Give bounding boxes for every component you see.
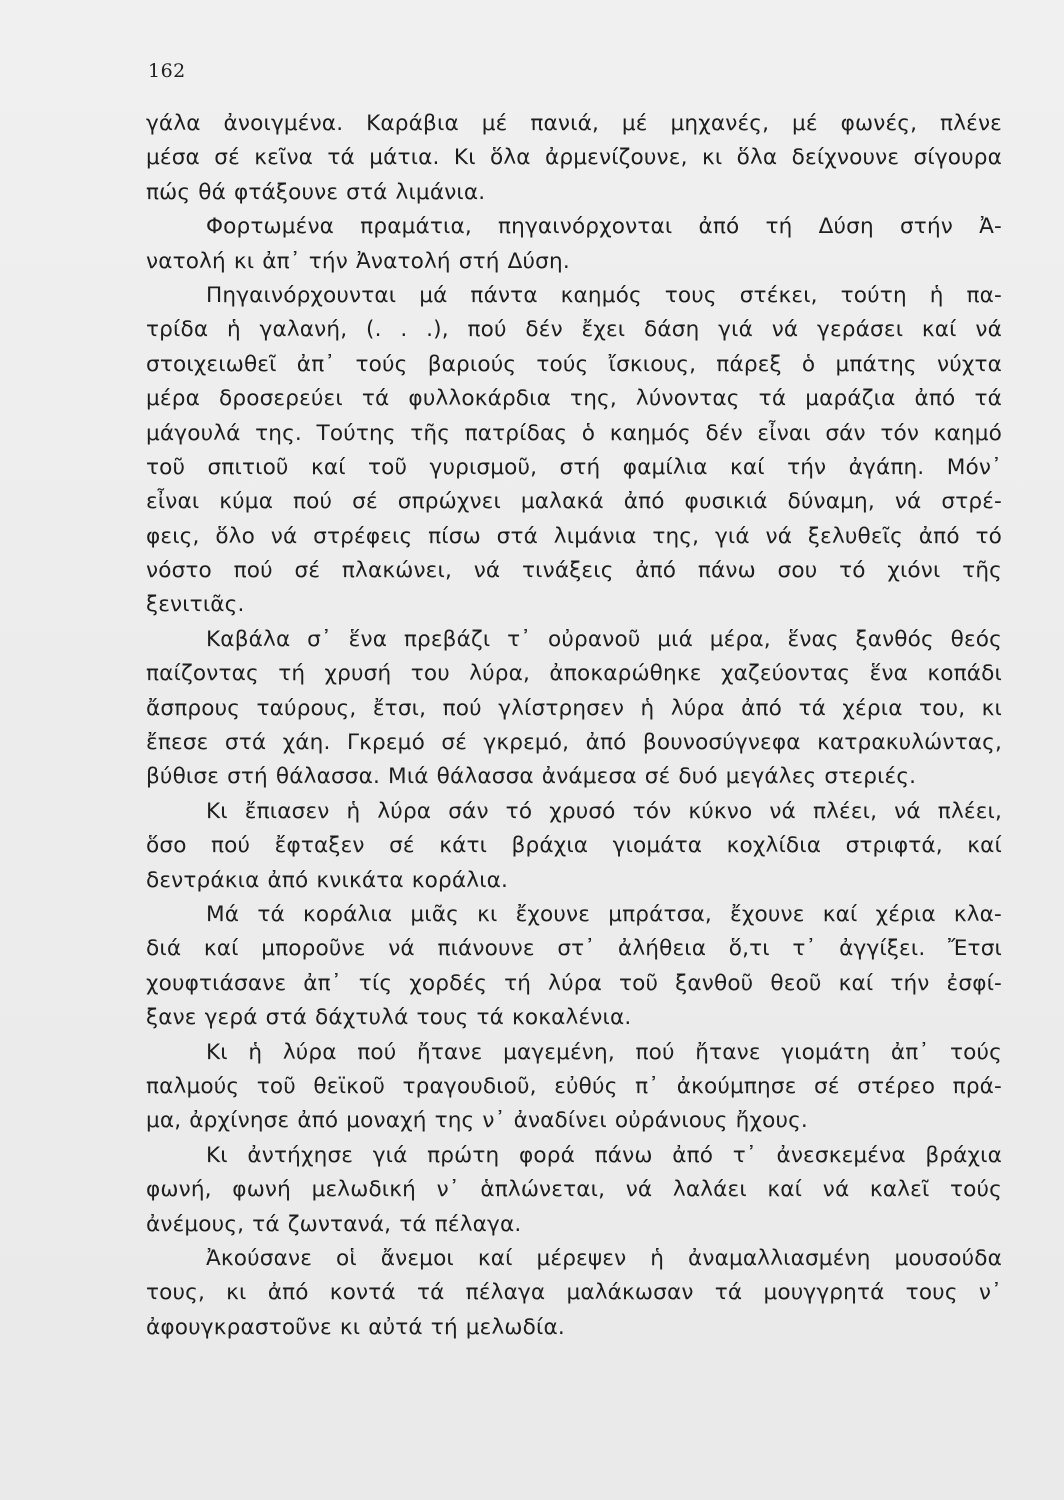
text-line: δεντράκια ἀπό κνικάτα κοράλια.: [146, 867, 509, 893]
text-line: Καβάλα σ᾽ ἕνα πρεβάζι τ᾽ οὐρανοῦ μιά μέρα, ἕνας ξανθός θεός: [206, 626, 1002, 652]
text-line: μέσα σέ κεῖνα τά μάτια. Κι ὅλα ἀρμενίζουνε, κι ὅλα δείχνουνε σίγουρα: [146, 145, 1002, 171]
text-line: Κι ἀντήχησε γιά πρώτη φορά πάνω ἀπό τ᾽ ἀνεσκεμένα βράχια: [206, 1142, 1002, 1168]
text-line: τρίδα ἡ γαλανή, (. . .), πού δέν ἔχει δάση γιά νά γεράσει καί νά: [146, 317, 1002, 343]
text-line: νόστο πού σέ πλακώνει, νά τινάξεις ἀπό πάνω σου τό χιόνι τῆς: [146, 558, 1002, 584]
text-line: βύθισε στή θάλασσα. Μιά θάλασσα ἀνάμεσα σέ δυό μεγάλες στεριές.: [146, 764, 917, 790]
text-line: ἄσπρους ταύρους, ἔτσι, πού γλίστρησεν ἡ λύρα ἀπό τά χέρια του, κι: [146, 695, 1002, 721]
text-line: στοιχειωθεῖ ἀπ᾽ τούς βαριούς τούς ἴσκιους, πάρεξ ὁ μπάτης νύχτα: [146, 351, 1002, 377]
text-line: Κι ἡ λύρα πού ἤτανε μαγεμένη, πού ἤτανε γιομάτη ἀπ᾽ τούς: [206, 1039, 1002, 1065]
text-line: Μά τά κοράλια μιᾶς κι ἔχουνε μπράτσα, ἔχουνε καί χέρια κλα-: [206, 901, 1002, 927]
text-line: γάλα ἀνοιγμένα. Καράβια μέ πανιά, μέ μηχανές, μέ φωνές, πλένε: [146, 111, 1002, 136]
text-line: χουφτιάσανε ἀπ᾽ τίς χορδές τή λύρα τοῦ ξανθοῦ θεοῦ καί τήν ἐσφί-: [146, 970, 1002, 996]
text-line: Ἀκούσανε οἱ ἄνεμοι καί μέρεψεν ἡ ἀναμαλλιασμένη μουσούδα: [206, 1245, 1002, 1271]
text-line: παίζοντας τή χρυσή του λύρα, ἀποκαρώθηκε χαζεύοντας ἕνα κοπάδι: [146, 661, 1002, 687]
text-line: νατολή κι ἀπ᾽ τήν Ἀνατολή στή Δύση.: [146, 248, 570, 274]
text-line: ὅσο πού ἔφταξεν σέ κάτι βράχια γιομάτα κοχλίδια στριφτά, καί: [146, 833, 1002, 859]
text-line: τοῦ σπιτιοῦ καί τοῦ γυρισμοῦ, στή φαμίλια καί τήν ἀγάπη. Μόν᾽: [146, 454, 1002, 480]
text-line: Φορτωμένα πραμάτια, πηγαινόρχονται ἀπό τή Δύση στήν Ἀ-: [206, 214, 1002, 240]
text-line: εἶναι κύμα πού σέ σπρώχνει μαλακά ἀπό φυσικιά δύναμη, νά στρέ-: [146, 489, 1002, 515]
text-line: ἀφουγκραστοῦνε κι αὐτά τή μελωδία.: [146, 1314, 565, 1340]
text-line: τους, κι ἀπό κοντά τά πέλαγα μαλάκωσαν τά μουγγρητά τους ν᾽: [146, 1280, 1002, 1306]
text-line: παλμούς τοῦ θεϊκοῦ τραγουδιοῦ, εὐθύς π᾽ ἀκούμπησε σέ στέρεο πρά-: [146, 1073, 1002, 1099]
text-line: ἀνέμους, τά ζωντανά, τά πέλαγα.: [146, 1211, 522, 1237]
text-line: Κι ἔπιασεν ἡ λύρα σάν τό χρυσό τόν κύκνο νά πλέει, νά πλέει,: [206, 798, 1002, 824]
text-line: ξανε γερά στά δάχτυλά τους τά κοκαλένια.: [146, 1005, 632, 1031]
text-line: Πηγαινόρχουνται μά πάντα καημός τους στέκει, τούτη ἡ πα-: [206, 282, 1002, 308]
body-text: [146, 107, 1002, 1345]
text-line: ἔπεσε στά χάη. Γκρεμό σέ γκρεμό, ἀπό βουνοσύγνεφα κατρακυλώντας,: [146, 730, 1002, 756]
text-line: φωνή, φωνή μελωδική ν᾽ ἁπλώνεται, νά λαλάει καί νά καλεῖ τούς: [146, 1177, 1002, 1203]
text-line: ξενιτιᾶς.: [146, 592, 245, 618]
text-line: διά καί μποροῦνε νά πιάνουνε στ᾽ ἀλήθεια ὅ,τι τ᾽ ἀγγίξει. Ἔτσι: [146, 936, 1002, 962]
text-line: φεις, ὅλο νά στρέφεις πίσω στά λιμάνια της, γιά νά ξελυθεῖς ἀπό τό: [146, 523, 1002, 549]
text-line: μέρα δροσερεύει τά φυλλοκάρδια της, λύνοντας τά μαράζια ἀπό τά: [146, 386, 1002, 412]
text-line: μα, ἀρχίνησε ἀπό μοναχή της ν᾽ ἀναδίνει οὐράνιους ἤχους.: [146, 1108, 808, 1134]
text-line: πώς θά φτάξουνε στά λιμάνια.: [146, 179, 486, 205]
text-line: μάγουλά της. Τούτης τῆς πατρίδας ὁ καημός δέν εἶναι σάν τόν καημό: [146, 420, 1002, 446]
page-number: 162: [148, 60, 186, 82]
